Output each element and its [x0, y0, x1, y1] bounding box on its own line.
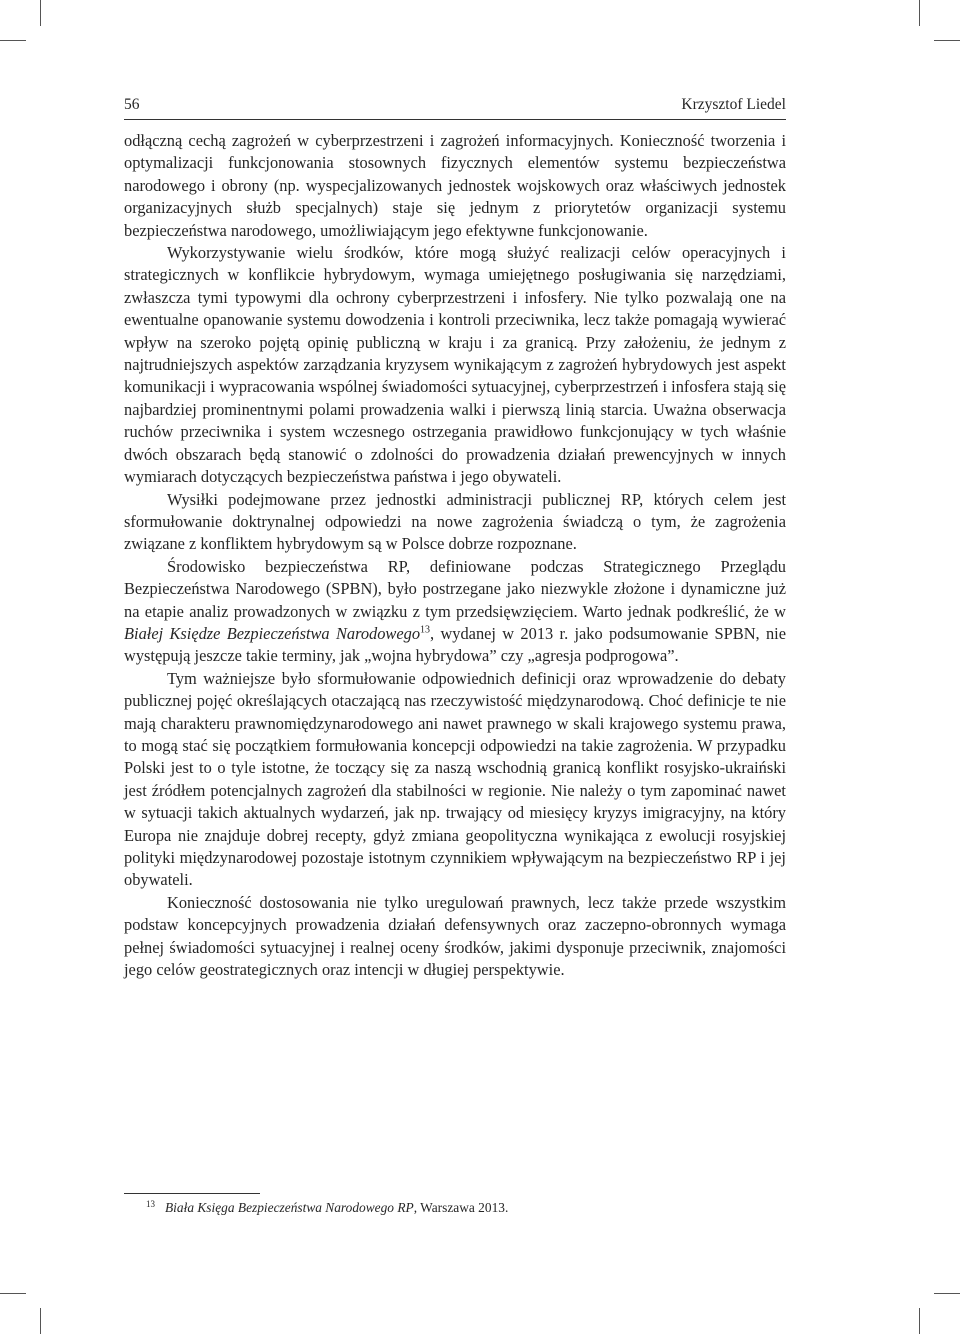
crop-mark	[934, 1293, 960, 1294]
paragraph: Wykorzystywanie wielu środków, które mogą służyć realizacji celów operacyjnych i strategicznych w konflikcie hybrydowym, wymaga umiejętnego posługiwania się narzędziami, zwłaszcza tymi typowymi dla ochrony cyberprzestrzeni i infosfery. Nie tylko pozwalają one na ewentualne opanowanie systemu dowodzenia i kontroli przeciwnika, lecz także pomagają wywierać wpływ na szeroko pojętą opinię publiczną w kraju i za granicą. Przy założeniu, że jednym z najtrudniejszych aspektów zarządzania kryzysem wynikającym z zagrożeń hybrydowych jest aspekt komunikacji i wypracowania wspólnej świadomości sytuacyjnej, cyberprzestrzeń i infosfera stają się najbardziej prominentnymi polami prowadzenia walki i pierwszą linią starcia. Uważna obserwacja ruchów przeciwnika i system wczesnego ostrzegania prawidłowo funkcjonujący w tych właśnie dwóch obszarach będą stanowić o zdolności do prowadzenia działań prewencyjnych w innych wymiarach dotyczących bezpieczeństwa państwa i jego obywateli.	[124, 243, 786, 487]
body-text	[124, 130, 786, 981]
header-rule	[124, 119, 786, 120]
footnote-text: , Warszawa 2013.	[413, 1200, 509, 1215]
crop-mark	[919, 0, 920, 26]
crop-mark	[0, 1293, 26, 1294]
crop-mark	[40, 1308, 41, 1334]
footnote-ref[interactable]: 13	[420, 624, 431, 636]
footnote	[146, 1199, 786, 1217]
paragraph: Wysiłki podejmowane przez jednostki administracji publicznej RP, których celem jest sformułowanie doktrynalnej odpowiedzi na nowe zagrożenia świadczą o tym, że zagrożenia związane z konfliktem hybrydowym są w Polsce dobrze rozpoznane.	[124, 489, 786, 554]
cited-title: Białej Księdze Bezpieczeństwa Narodowego	[124, 623, 421, 643]
paragraph: odłączną cechą zagrożeń w cyberprzestrzeni i zagrożeń informacyjnych. Konieczność tworzenia i optymalizacji funkcjonowania stosownych fizycznych elementów systemu bezpieczeństwa narodowego i obrony (np. wyspecjalizowanych jednostek wojskowych oraz właściwych jednostek organizacyjnych służb specjalnych) staje się jednym z priorytetów organizacji systemu bezpieczeństwa narodowego, umożliwiającym jego efektywne funkcjonowanie.	[124, 131, 786, 240]
crop-mark	[40, 0, 41, 26]
crop-mark	[919, 1308, 920, 1334]
crop-mark	[0, 40, 26, 41]
paragraph-text: , wydanej w 2013 r. jako podsumowanie SPBN, nie występują jeszcze takie terminy, jak „wojna hybrydowa” czy „agresja podprogowa”.	[124, 623, 786, 666]
paragraph: Tym ważniejsze było sformułowanie odpowiednich definicji oraz wprowadzenie do debaty publicznej pojęć określających otaczającą nas rzeczywistość międzynarodową. Choć definicje te nie mają charakteru prawnomiędzynarodowego ani nawet prawnego w skali krajowego systemu prawa, to mogą stać się początkiem formułowania koncepcji odpowiedzi na takie zagrożenia. W przypadku Polski jest to o tyle istotne, że toczący się za naszą wschodnią granicą konflikt rosyjsko-ukraiński jest źródłem potencjalnych zagrożeń dla stabilności w regionie. Nie należy o tym zapominać nawet w sytuacji takich aktualnych wydarzeń, jak np. trwający od miesięcy kryzys imigracyjny, na który Europa nie znajduje dobrej recepty, gdyż zmiana geopolityczna wynikająca z ewolucji rosyjskiej polityki międzynarodowej pozostaje istotnym czynnikiem wpływającym na bezpieczeństwo RP i jej obywateli.	[124, 668, 786, 890]
running-author: Krzysztof Liedel	[681, 96, 786, 113]
footnote-number: 13	[146, 1198, 155, 1209]
footnote-rule	[124, 1193, 260, 1194]
page-number: 56	[124, 96, 140, 113]
paragraph	[124, 556, 786, 668]
paragraph: Konieczność dostosowania nie tylko uregulowań prawnych, lecz także przede wszystkim podstaw koncepcyjnych prowadzenia działań defensywnych oraz zaczepno-obronnych wymaga pełnej świadomości sytuacyjnej i realnej oceny środków, jakimi dysponuje przeciwnik, znajomości jego celów geostrategicznych oraz intencji w długiej perspektywie.	[124, 892, 786, 980]
paragraph-text: Środowisko bezpieczeństwa RP, definiowane podczas Strategicznego Przeglądu Bezpieczeństwa Narodowego (SPBN), było postrzegane jako niezwykle złożone i dynamiczne już na etapie analiz prowadzonych w związku z tym przedsięwzięciem. Warto jednak podkreślić, że w	[124, 556, 786, 621]
crop-mark	[934, 40, 960, 41]
running-header	[124, 94, 786, 116]
footnote-title: Biała Księga Bezpieczeństwa Narodowego RP	[165, 1200, 414, 1215]
